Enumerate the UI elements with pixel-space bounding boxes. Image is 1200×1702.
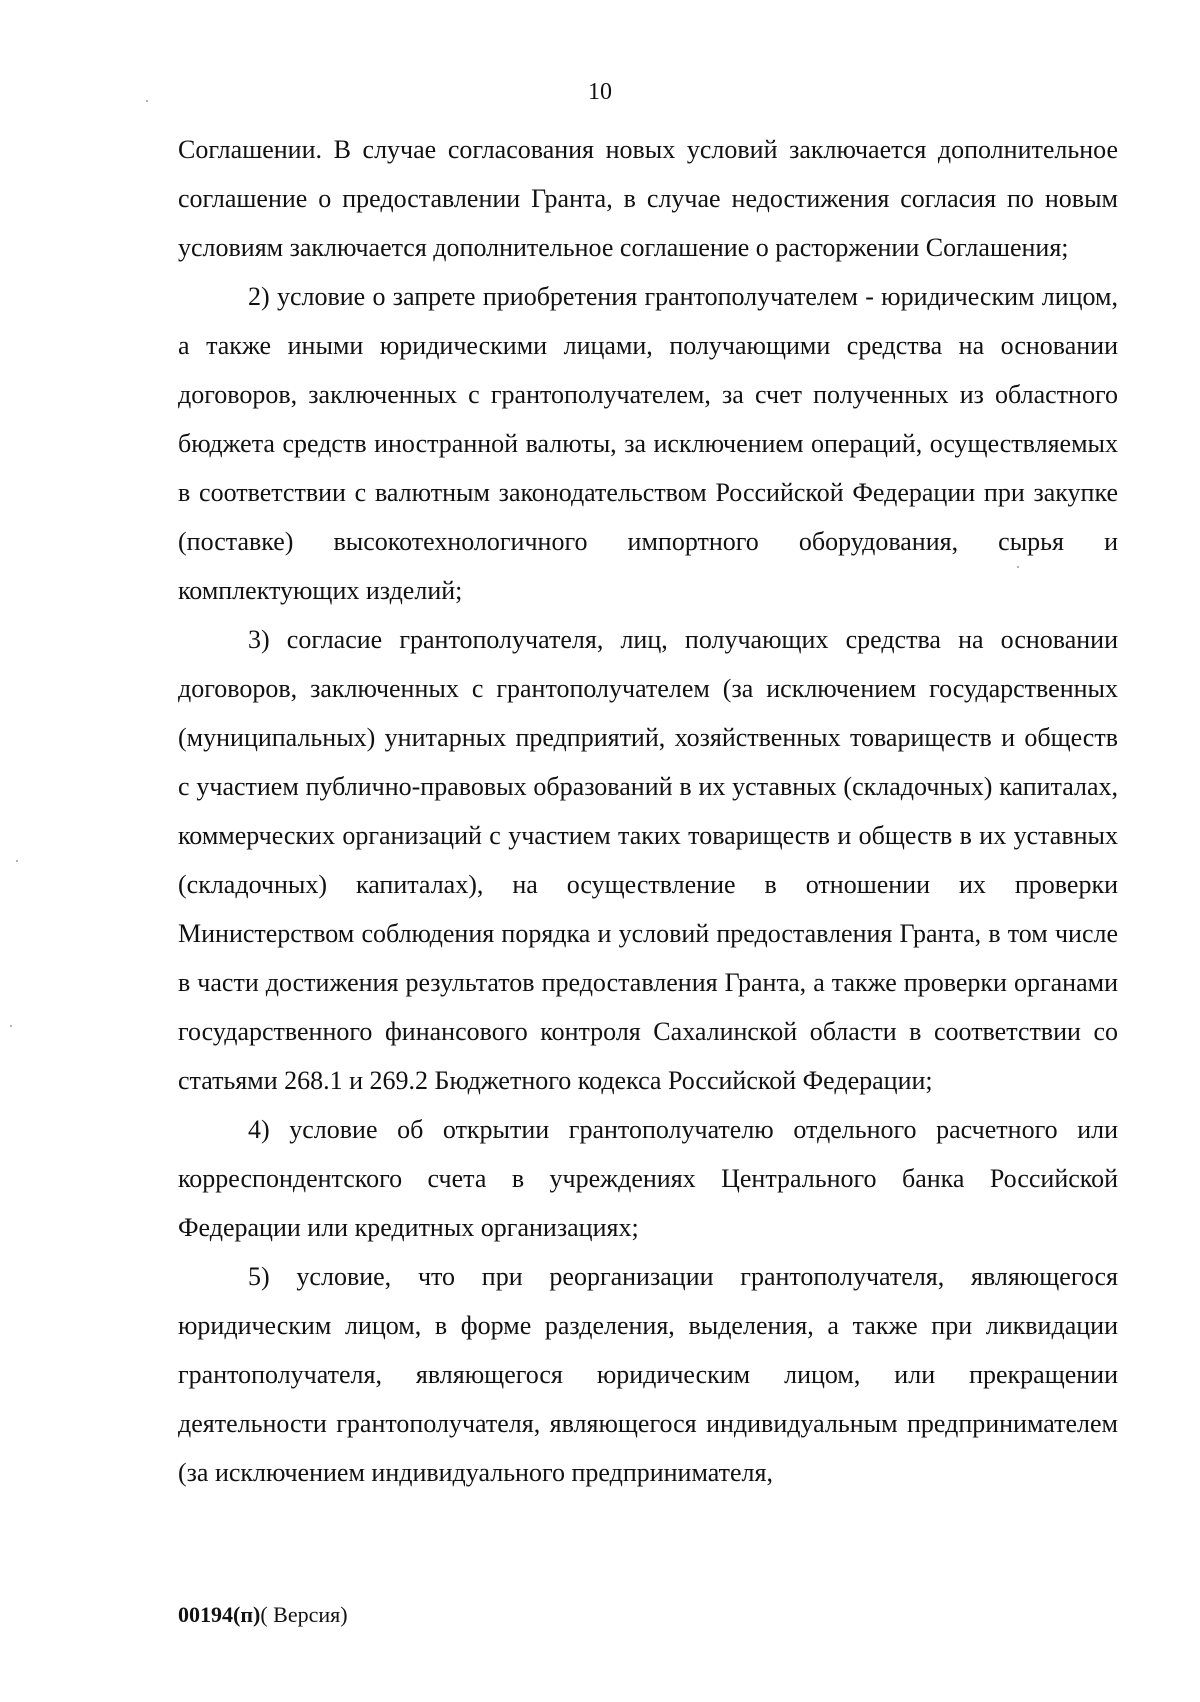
paragraph-item-2: 2) условие о запрете приобретения грантополучателем - юридическим лицом, а также иными юридическими лицами, получающими средства на основании договоров, заключенных с грантополучателем, за счет полученных из областного бюджета средств иностранной валюты, за исключением операций, осуществляемых в соответствии с валютным законодательством Российской Федерации при закупке (поставке) высокотехнологичного импортного оборудования, сырья и комплектующих изделий; xyxy=(178,282,1118,605)
paragraph-item-3: 3) согласие грантополучателя, лиц, получающих средства на основании договоров, заключенных с грантополучателем (за исключением государственных (муниципальных) унитарных предприятий, хозяйственных товариществ и обществ с участием публично-правовых образований в их уставных (складочных) капиталах, коммерческих организаций с участием таких товариществ и обществ в их уставных (складочных) капиталах), на осуществление в отношении их проверки Министерством соблюдения порядка и условий предоставления Гранта, в том числе в части достижения результатов предоставления Гранта, а также проверки органами государственного финансового контроля Сахалинской области в соответствии со статьями 268.1 и 269.2 Бюджетного кодекса Российской Федерации; xyxy=(178,625,1118,1095)
scan-speck xyxy=(1017,566,1019,568)
document-code: 00194(п) xyxy=(178,1602,261,1627)
page-number: 10 xyxy=(588,79,612,105)
paragraph-item-4: 4) условие об открытии грантополучателю отдельного расчетного или корреспондентского счета в учреждениях Центрального банка Российской Федерации или кредитных организациях; xyxy=(178,1115,1118,1242)
scan-speck xyxy=(10,1025,12,1027)
document-body xyxy=(178,125,1118,1497)
paragraph-item-5: 5) условие, что при реорганизации грантополучателя, являющегося юридическим лицом, в форме разделения, выделения, а также при ликвидации грантополучателя, являющегося юридическим лицом, или прекращении деятельности грантополучателя, являющегося индивидуальным предпринимателем (за исключением индивидуального предпринимателя, xyxy=(178,1262,1118,1487)
scan-speck xyxy=(16,860,18,862)
scan-speck xyxy=(146,100,148,102)
document-version: ( Версия) xyxy=(260,1602,348,1627)
paragraph-continuation: Соглашении. В случае согласования новых условий заключается дополнительное соглашение о предоставлении Гранта, в случае недостижения согласия по новым условиям заключается дополнительное соглашение о расторжении Соглашения; xyxy=(178,135,1118,262)
document-footer xyxy=(178,1600,348,1630)
